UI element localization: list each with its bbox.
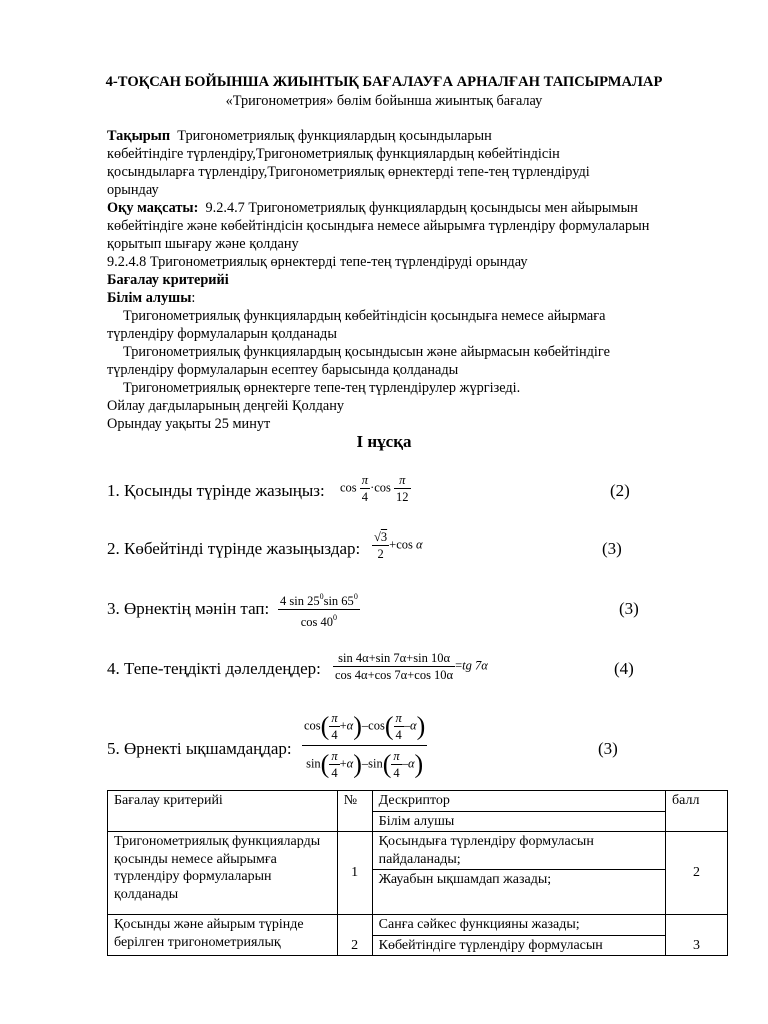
- task-5-formula: cos( $\frac{\pi}{4}$ +α)–cos( $\frac{\pi}{4}$ –α) sin( $\frac{\pi}{4}$ +α)–sin( $\frac{\pi}{4}$ –α): [304, 711, 426, 780]
- topic-line-1: Тақырып Тригонометриялық функциялардың қосындыларын: [107, 128, 492, 144]
- row-1-number: 1: [337, 832, 372, 915]
- learner-label: Білім алушы: [107, 290, 192, 306]
- header-descriptor: Дескриптор: [372, 791, 665, 812]
- assessment-table: [107, 790, 728, 956]
- header-number: №: [337, 791, 372, 832]
- goal-label: Оқу мақсаты:: [107, 200, 199, 216]
- row-2-descriptor-1: Санға сәйкес функцияны жазады;: [372, 915, 665, 936]
- task-3-text: 3. Өрнектің мәнін тап:: [107, 599, 270, 618]
- skill-level: Ойлау дағдыларының деңгейі Қолдану: [107, 398, 345, 414]
- topic-line-3: қосындыларға түрлендіру,Тригонометриялық өрнектерді тепе-тең түрлендіруді: [107, 164, 590, 180]
- topic-line-4: орындау: [107, 182, 159, 198]
- variant-title: І нұсқа: [356, 432, 412, 451]
- criteria-line-4: түрлендіру формулаларын есептеу барысында қолданады: [107, 362, 459, 378]
- table-header-row: [108, 791, 728, 812]
- header-learner: Білім алушы: [372, 811, 665, 832]
- task-2-score: (3): [602, 539, 622, 558]
- table-row: [108, 832, 728, 870]
- criteria-line-5: Тригонометриялық өрнектерге тепе-тең түрлендірулер жүргізеді.: [123, 380, 521, 396]
- page-subtitle: «Тригонометрия» бөлім бойынша жиынтық бағалау: [225, 93, 543, 109]
- criteria-heading: Бағалау критерийі: [107, 272, 229, 288]
- page-title: 4-ТОҚСАН БОЙЫНША ЖИЫНТЫҚ БАҒАЛАУҒА АРНАЛҒАН ТАПСЫРМАЛАР: [105, 74, 663, 90]
- task-2-formula: $\frac{√3}{2}$ +cos α: [374, 530, 423, 561]
- topic-label: Тақырып: [107, 128, 171, 144]
- goal-line-1: Оқу мақсаты: 9.2.4.7 Тригонометриялық функциялардың қосындысы мен айырымын: [107, 200, 638, 216]
- task-1-text: 1. Қосынды түрінде жазыңыз:: [107, 481, 325, 500]
- row-2-criteria: Қосынды және айырым түрінде берілген тригонометриялық: [108, 915, 338, 956]
- task-3-formula: $\frac{4 \sin 25^0\sin 65^0}{\cos 40^0}$: [278, 589, 360, 630]
- task-4-text: 4. Тепе-теңдікті дәлелдеңдер:: [107, 659, 321, 678]
- row-1-criteria: Тригонометриялық функцияларды қосынды немесе айырымға түрлендіру формулаларын қолданады: [108, 832, 338, 915]
- task-1-formula: cos $\frac{\pi}{4}$ ·cos $\frac{\pi}{12}$: [340, 473, 409, 504]
- criteria-line-2: түрлендіру формулаларын қолданады: [107, 326, 337, 342]
- header-points: балл: [666, 791, 728, 832]
- criteria-line-1: Тригонометриялық функциялардың көбейтіндісін қосындыға немесе айырмаға: [123, 308, 606, 324]
- topic-line-2: көбейтіндіге түрлендіру,Тригонометриялық функциялардың көбейтіндісін: [107, 146, 560, 162]
- task-1-score: (2): [610, 481, 630, 500]
- goal-line-2: көбейтіндіге және көбейтіндісін қосындыға немесе айырымға түрлендіру формулаларын: [107, 218, 650, 234]
- task-4-score: (4): [614, 659, 634, 678]
- row-1-descriptor-2: Жауабын ықшамдап жазады;: [372, 870, 665, 915]
- goal-line-4: 9.2.4.8 Тригонометриялық өрнектерді тепе-тең түрлендіруді орындау: [107, 254, 528, 270]
- goal-line-3: қорытып шығару және қолдану: [107, 236, 299, 252]
- row-1-descriptor-1: Қосындыға түрлендіру формуласын пайдаланады;: [372, 832, 665, 870]
- row-2-points: 3: [666, 915, 728, 956]
- row-2-number: 2: [337, 915, 372, 956]
- learner-line: Білім алушы:: [107, 290, 196, 306]
- task-5-text: 5. Өрнекті ықшамдаңдар:: [107, 739, 292, 758]
- row-2-descriptor-2: Көбейтіндіге түрлендіру формуласын: [372, 935, 665, 956]
- row-1-points: 2: [666, 832, 728, 915]
- duration: Орындау уақыты 25 минут: [107, 416, 271, 432]
- task-3-score: (3): [619, 599, 639, 618]
- table-row: [108, 915, 728, 936]
- criteria-line-3: Тригонометриялық функциялардың қосындысын және айырмасын көбейтіндіге: [123, 344, 610, 360]
- task-4-formula: $\frac{\sin 4\alpha+\sin 7\alpha+\sin 10\alpha}{\cos 4\alpha+\cos 7\alpha+\cos 10\alpha}$ =tg 7α: [335, 651, 488, 682]
- header-criteria: Бағалау критерийі: [108, 791, 338, 832]
- task-5-score: (3): [598, 739, 618, 758]
- task-2-text: 2. Көбейтінді түрінде жазыңыздар:: [107, 539, 361, 558]
